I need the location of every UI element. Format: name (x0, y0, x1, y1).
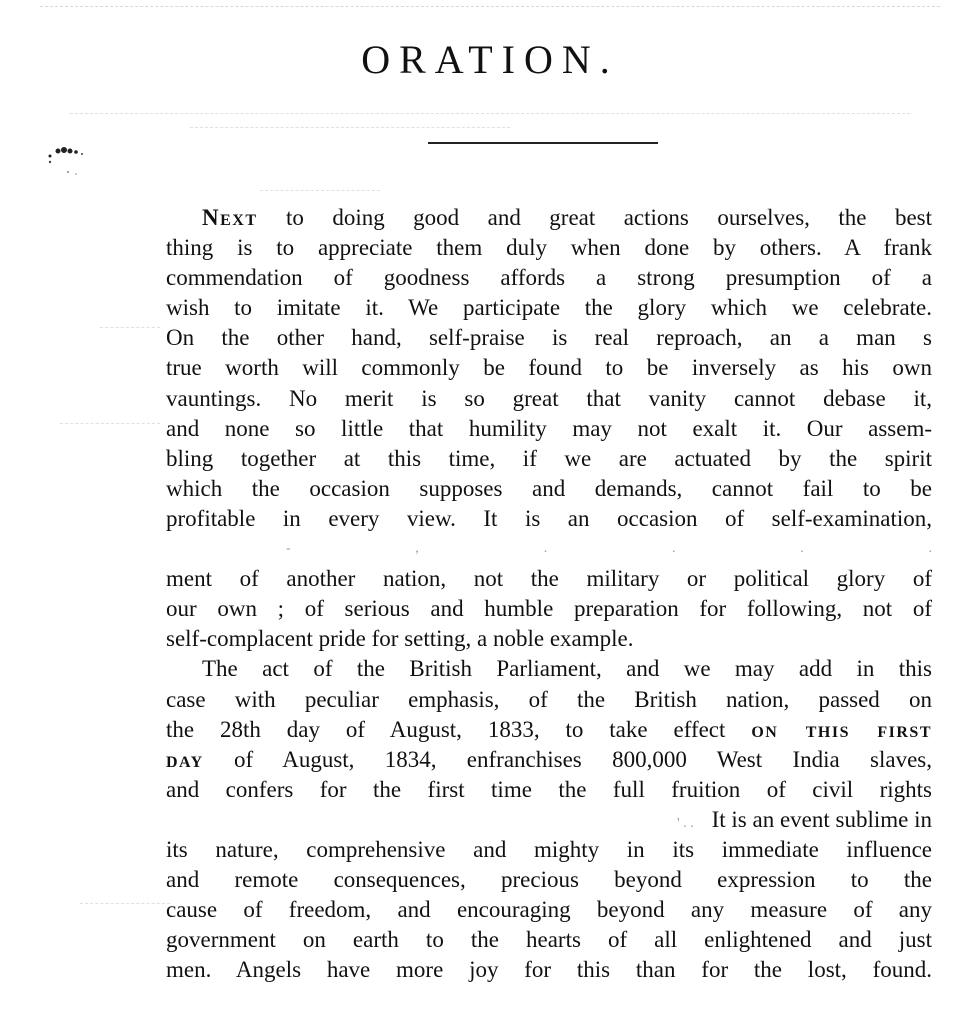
text-line: ment of another nation, not the military or political glory of (166, 566, 932, 592)
text-line: On the other hand, self-praise is real reproach, an a man s (166, 325, 932, 351)
oration-text (166, 203, 932, 985)
text-line: case with peculiar emphasis, of the British nation, passed on (166, 686, 932, 712)
text-line: true worth will commonly be found to be inversely as his own (166, 355, 932, 381)
top-edge-rule (40, 6, 940, 7)
faint-rule (190, 127, 510, 128)
ink-speck-icon (46, 140, 106, 180)
text-line: profitable in every view. It is an occasion of self-examination, (166, 505, 932, 531)
text-line: its nature, comprehensive and mighty in its immediate influence (166, 836, 932, 862)
faint-rule (80, 903, 170, 904)
text-line: government on earth to the hearts of all enlightened and just (166, 927, 932, 953)
text-line: day of August, 1834, enfranchises 800,000 West India slaves, (166, 746, 932, 772)
text-line: and remote consequences, precious beyond expression to the (166, 867, 932, 893)
faint-rule (260, 190, 380, 191)
text-line: thing is to appreciate them duly when done by others. A frank (166, 235, 932, 261)
text-line: which the occasion supposes and demands, cannot fail to be (166, 475, 932, 501)
text-line: the 28th day of August, 1833, to take effect on this first (166, 716, 932, 742)
drop-word: Next (202, 205, 258, 230)
text-line: our own ; of serious and humble preparation for following, not of (166, 596, 932, 622)
text-line: vauntings. No merit is so great that vanity cannot debase it, (166, 385, 932, 411)
text-line: Next to doing good and great actions ourselves, the best (202, 205, 932, 230)
faded-line: - , . . . . (286, 541, 932, 557)
text-line: bling together at this time, if we are actuated by the spirit (166, 445, 932, 471)
text-line: men. Angels have more joy for this than for the lost, found. (166, 957, 932, 983)
faint-rule (70, 113, 910, 114)
text-line: self-complacent pride for setting, a noble example. (166, 626, 634, 652)
faded-marks: ' . . (677, 815, 694, 831)
title-divider (428, 142, 658, 144)
text-line: and none so little that humility may not exalt it. Our assem- (166, 415, 932, 441)
text-line: wish to imitate it. We participate the glory which we celebrate. (166, 295, 932, 321)
text-line: The act of the British Parliament, and we may add in this (202, 656, 932, 682)
text-line: commendation of goodness affords a strong presumption of a (166, 265, 932, 291)
text-line: and confers for the first time the full fruition of civil rights (166, 776, 932, 802)
faint-rule (100, 327, 160, 328)
faint-rule (60, 423, 160, 424)
text-line: ' . . It is an event sublime in (677, 806, 932, 832)
page-title: ORATION. (361, 37, 619, 82)
text-line: cause of freedom, and encouraging beyond any measure of any (166, 897, 932, 923)
